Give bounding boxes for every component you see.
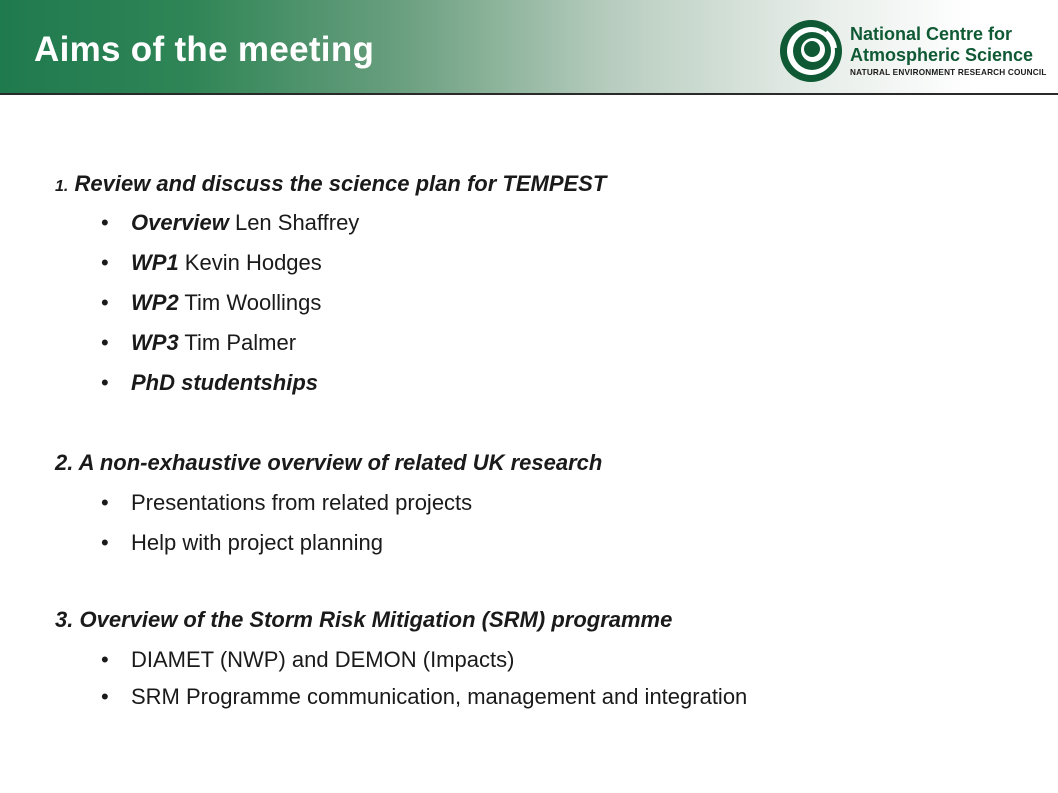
section-title: Overview of the Storm Risk Mitigation (SRM) programme	[79, 607, 673, 632]
item-label: WP3	[131, 330, 179, 355]
bullet-icon: •	[101, 490, 109, 515]
bullet-icon: •	[101, 330, 109, 355]
section-title: Review and discuss the science plan for TEMPEST	[74, 171, 607, 196]
item-label: WP2	[131, 290, 179, 315]
section-number: 1.	[55, 178, 69, 195]
bullet-icon: •	[101, 647, 109, 672]
list-item	[101, 530, 383, 556]
section-number: 3.	[55, 607, 74, 632]
item-label: PhD studentships	[131, 370, 319, 395]
list-item	[101, 647, 514, 673]
list-item	[101, 490, 472, 516]
item-text: Kevin Hodges	[178, 250, 322, 275]
bullet-icon: •	[101, 210, 109, 235]
item-label: Overview	[131, 210, 229, 235]
list-item	[101, 210, 359, 236]
list-item	[101, 684, 747, 710]
section-heading-1	[55, 171, 606, 197]
slide-title: Aims of the meeting	[34, 30, 375, 69]
list-item	[101, 250, 322, 276]
section-title: A non-exhaustive overview of related UK research	[78, 450, 603, 475]
bullet-icon: •	[101, 290, 109, 315]
item-text: Tim Palmer	[178, 330, 297, 355]
item-text: DIAMET (NWP) and DEMON (Impacts)	[131, 647, 515, 672]
bullet-icon: •	[101, 370, 109, 395]
section-number: 2.	[55, 450, 74, 475]
list-item	[101, 330, 296, 356]
logo-line-2: Atmospheric Science	[850, 45, 1034, 65]
item-label: WP1	[131, 250, 179, 275]
section-heading-2	[55, 450, 602, 476]
logo-line-3: NATURAL ENVIRONMENT RESEARCH COUNCIL	[850, 68, 1047, 77]
item-text: SRM Programme communication, management and integration	[131, 684, 748, 709]
section-heading-3	[55, 607, 672, 633]
item-text: Presentations from related projects	[131, 490, 473, 515]
bullet-icon: •	[101, 250, 109, 275]
list-item	[101, 370, 318, 396]
item-text: Tim Woollings	[178, 290, 322, 315]
list-item	[101, 290, 321, 316]
item-text: Help with project planning	[131, 530, 383, 555]
logo-line-1: National Centre for	[850, 24, 1013, 44]
bullet-icon: •	[101, 684, 109, 709]
bullet-icon: •	[101, 530, 109, 555]
item-text: Len Shaffrey	[228, 210, 360, 235]
